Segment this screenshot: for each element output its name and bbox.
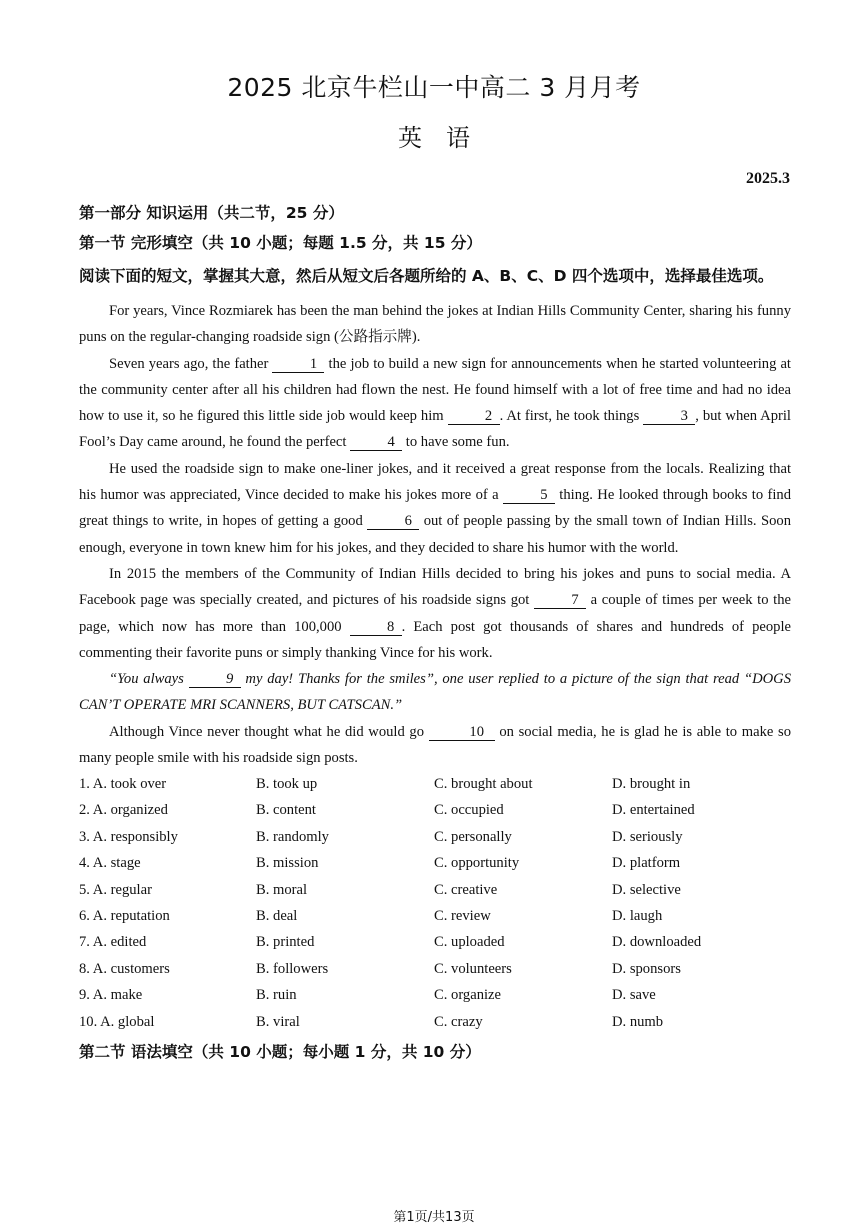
option-b: B. deal (256, 907, 298, 924)
option-d: D. laugh (612, 907, 663, 924)
option-c: C. creative (434, 881, 498, 898)
option-c: C. organize (434, 987, 502, 1004)
blank-3: 3 (643, 408, 695, 425)
option-row-3 (79, 824, 791, 850)
blank-2: 2 (448, 408, 500, 425)
blank-6: 6 (367, 513, 419, 530)
option-b: B. content (256, 802, 316, 819)
option-d: D. seriously (612, 828, 683, 845)
blank-8: 8 (350, 619, 402, 636)
option-c: C. opportunity (434, 855, 520, 872)
option-c: C. personally (434, 828, 512, 845)
option-row-5 (79, 877, 791, 903)
option-row-4 (79, 851, 791, 877)
option-a: 7. A. edited (79, 934, 147, 951)
option-row-7 (79, 930, 791, 956)
part1-heading: 第一部分 知识运用（共二节，25 分） (79, 204, 344, 222)
section1-heading: 第一节 完形填空（共 10 小题；每题 1.5 分，共 15 分） (79, 234, 482, 252)
option-a: 4. A. stage (79, 855, 141, 872)
option-row-9 (79, 982, 791, 1008)
passage-paragraph-2: Seven years ago, the father 1 the job to build a new sign for announcements when he started volunteering at the community center after all his children had flown the nest. He found himself with a lot of free time and had no idea how to use it, so he figured this little side job would keep him 2 . At first, he took things 3 , but when April Fool’s Day came around, he found the perfect 4 to have some fun. (79, 355, 791, 451)
option-a: 3. A. responsibly (79, 828, 178, 845)
option-row-6 (79, 903, 791, 929)
option-d: D. brought in (612, 776, 691, 793)
section2-heading: 第二节 语法填空（共 10 小题；每小题 1 分，共 10 分） (79, 1043, 481, 1062)
page-footer: 第1页/共13页 (393, 1210, 475, 1225)
option-c: C. crazy (434, 1013, 483, 1030)
option-d: D. sponsors (612, 960, 681, 977)
blank-4: 4 (350, 434, 402, 451)
instructions: 阅读下面的短文，掌握其大意，然后从短文后各题所给的 A、B、C、D 四个选项中，选择最佳选项。 (79, 267, 774, 285)
option-d: D. platform (612, 855, 681, 872)
option-d: D. downloaded (612, 934, 702, 951)
exam-subject: 英 语 (398, 124, 470, 152)
option-c: C. volunteers (434, 960, 512, 977)
option-d: D. entertained (612, 802, 695, 819)
option-b: B. randomly (256, 828, 329, 845)
option-a: 5. A. regular (79, 881, 152, 898)
passage-paragraph-6: Although Vince never thought what he did would go 10 on social media, he is glad he is able to make so many people smile with his roadside sign posts. (79, 723, 792, 767)
option-row-2 (79, 798, 791, 824)
option-b: B. moral (256, 881, 308, 898)
passage-paragraph-1: For years, Vince Rozmiarek has been the man behind the jokes at Indian Hills Community Center, sharing his funny puns on the regular-changing roadside sign (公路指示牌). (79, 303, 791, 346)
option-row-1 (79, 771, 791, 797)
option-d: D. selective (612, 881, 681, 898)
option-a: 10. A. global (79, 1013, 155, 1030)
option-b: B. took up (256, 776, 318, 793)
passage-paragraph-4: In 2015 the members of the Community of Indian Hills decided to bring his jokes and puns to social media. A Facebook page was specially created, and pictures of his roadside signs got 7 a couple of times per week to the page, which now has more than 100,000 8 . Each post got thousands of shares and hundreds of people commenting their favorite puns or simply thanking Vince for his work. (79, 565, 792, 661)
option-a: 6. A. reputation (79, 907, 170, 924)
option-row-8 (79, 956, 791, 982)
option-b: B. printed (256, 934, 315, 951)
blank-5: 5 (503, 487, 555, 504)
options-table (79, 771, 791, 1035)
blank-10: 10 (429, 724, 495, 741)
passage-paragraph-3: He used the roadside sign to make one-liner jokes, and it received a great response from the locals. Realizing that his humor was appreciated, Vince decided to make his jokes more of a 5 thing. He looked through books to find great things to write, in hopes of getting a good 6 out of people passing by the small town of Indian Hills. Soon enough, everyone in town knew him for his jokes, and they decided to share his humor with the world. (79, 460, 791, 556)
blank-9: 9 (189, 671, 241, 688)
blank-1: 1 (272, 356, 324, 373)
option-c: C. brought about (434, 776, 533, 793)
option-a: 9. A. make (79, 987, 143, 1004)
option-b: B. followers (256, 960, 329, 977)
exam-body (79, 198, 791, 1067)
option-row-10 (79, 1009, 791, 1035)
option-a: 1. A. took over (79, 776, 167, 793)
option-c: C. occupied (434, 802, 504, 819)
option-b: B. viral (256, 1013, 300, 1030)
blank-7: 7 (534, 592, 586, 609)
option-a: 8. A. customers (79, 960, 170, 977)
option-b: B. ruin (256, 987, 297, 1004)
option-d: D. save (612, 987, 656, 1004)
option-a: 2. A. organized (79, 802, 168, 819)
passage-paragraph-5: “You always 9 my day! Thanks for the smiles”, one user replied to a picture of the sign that read “DOGS CAN’T OPERATE MRI SCANNERS, BUT CATSCAN.” (79, 671, 791, 714)
exam-date: 2025.3 (746, 170, 790, 187)
exam-title: 2025 北京牛栏山一中高二 3 月月考 (227, 73, 641, 102)
option-b: B. mission (256, 855, 319, 872)
option-c: C. review (434, 907, 491, 924)
option-c: C. uploaded (434, 934, 505, 951)
option-d: D. numb (612, 1013, 664, 1030)
